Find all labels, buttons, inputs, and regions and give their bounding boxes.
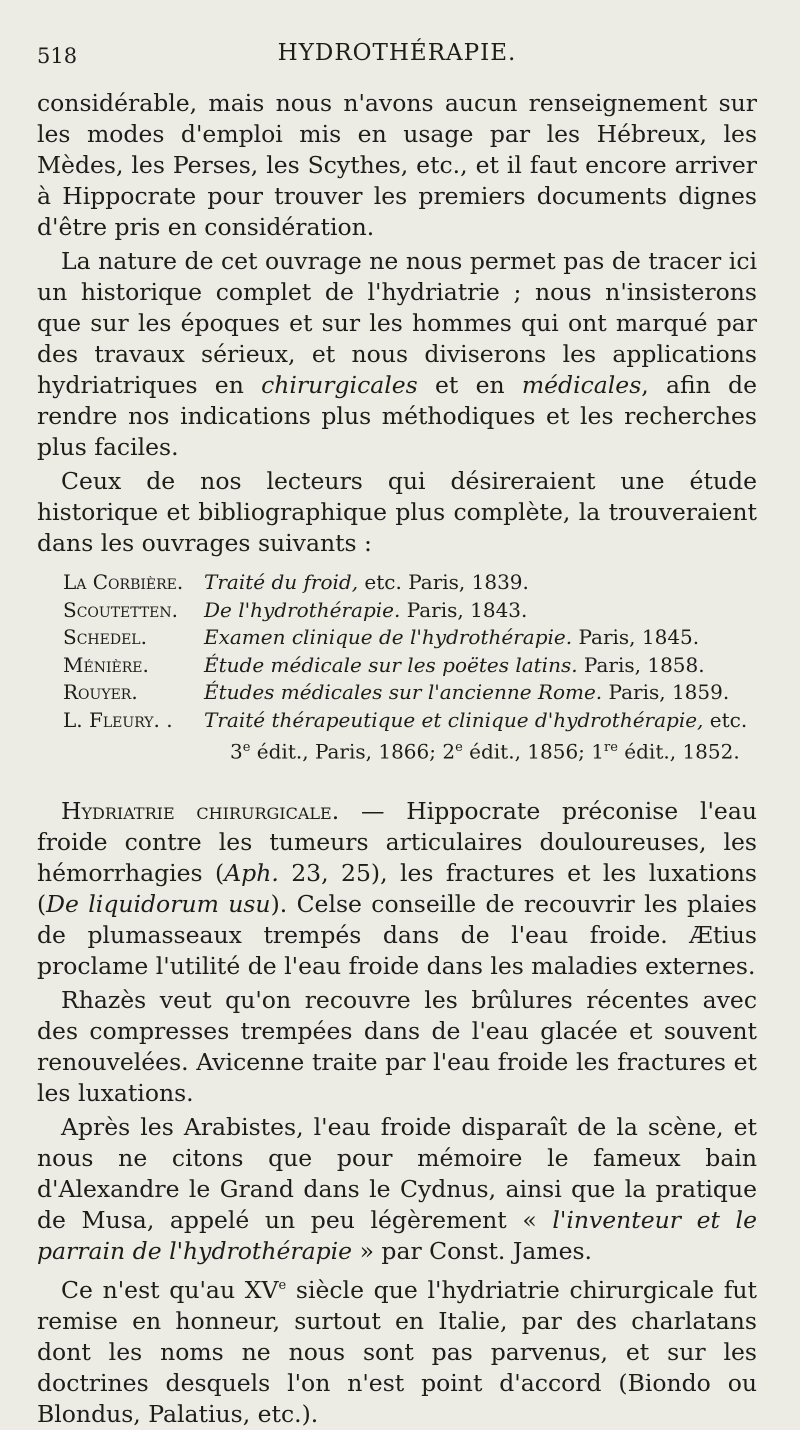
bib-author: La Corbière. [63,570,184,594]
paragraph-7 [37,1270,757,1430]
italic-term: médicales [521,371,642,399]
edition-details: édit., 1856; 1 [462,739,605,764]
edition-number: 3 [230,739,243,764]
italic-ref: Aph. [224,859,279,888]
bibliography-continuation [63,734,757,766]
bibliography-entry [63,597,757,625]
ordinal-suffix: e [242,740,251,755]
edition-details: édit., 1852. [617,739,740,764]
paragraph-7-part: siècle que l'hydriatrie chirurgicale fut remise en honneur, surtout en Italie, par des charlatans dont les noms ne nous sont pas parvenus, et sur les doctrines desquels l'on n'est point d'accord (Biondo ou Blondus, Palatius, etc.). [37,1275,758,1428]
bib-author: Schedel. [63,625,147,649]
bibliography-entry [63,569,757,597]
bib-title: Étude médicale sur les poëtes latins. [204,652,578,677]
bib-details: Paris, 1843. [400,597,528,622]
bibliography-entry [63,679,757,707]
body-text [37,88,757,1430]
bib-title: Examen clinique de l'hydrothérapie. [204,625,573,649]
bib-title: Traité thérapeutique et clinique d'hydrothérapie, [204,707,704,732]
ordinal-suffix: re [604,740,618,755]
bib-author: Ménière. [63,652,149,677]
bib-details: etc. Paris, 1839. [358,570,529,594]
italic-quote: l'inventeur et le parrain de l'hydrothérapie [37,1206,757,1266]
paragraph-2 [37,246,757,463]
edition-details: édit., Paris, 1866; 2 [250,739,456,764]
paragraph-3: Ceux de nos lecteurs qui désireraient une étude historique et bibliographique plus complète, la trouveraient dans les ouvrages suivants : [37,467,757,557]
paragraph-6-part: » par Const. James. [352,1237,593,1266]
bib-details: Paris, 1858. [577,652,705,677]
page-header [37,38,757,78]
bib-title: Études médicales sur l'ancienne Rome. [204,680,603,704]
ordinal-suffix: e [278,1278,287,1294]
paragraph-2-part: et en [417,371,522,399]
paragraph-2-part: La nature de cet ouvrage ne nous permet pas de tracer ici un historique complet de l'hydriatrie ; nous n'insisterons que sur les époques et sur les hommes qui ont marqué par des travaux sérieux, et nous diviserons les applications hydriatriques en [37,247,757,399]
paragraph-4-part: — Hippocrate préconise l'eau froide contre les tumeurs articulaires douloureuses, les hémorrhagies ( [37,797,757,888]
paragraph-4 [37,796,757,982]
bibliography-entry [63,652,757,680]
paragraph-4-part: 23, 25), les fractures et les luxations ( [37,859,757,919]
bib-author: Scoutetten. [63,597,179,622]
paragraph-6 [37,1112,757,1267]
bibliography-entry [63,707,757,735]
bib-title: Traité du froid, [204,570,359,594]
paragraph-7-part: Ce n'est qu'au XV [61,1275,279,1304]
bibliography-list [37,569,757,766]
section-heading: Hydriatrie chirurgicale. [61,797,340,826]
running-title: HYDROTHÉRAPIE. [277,40,517,66]
bib-author: Rouyer. [63,680,138,704]
bibliography-entry [63,624,757,652]
page-number: 518 [37,44,78,68]
ordinal-suffix: e [455,740,463,755]
bib-details: etc. [703,707,748,732]
paragraph-6-part: Après les Arabistes, l'eau froide disparaît de la scène, et nous ne citons que pour mémoire le fameux bain d'Alexandre le Grand dans le Cydnus, ainsi que la pratique de Musa, appelé un peu légèrement « [37,1113,757,1235]
italic-ref: De liquidorum usu [46,890,271,919]
paragraph-4-part: ). Celse conseille de recouvrir les plaies de plumasseaux trempés dans de l'eau froide. Ætius proclame l'utilité de l'eau froide dans les maladies externes. [37,890,757,981]
bib-details: Paris, 1859. [602,680,730,704]
bib-title: De l'hydrothérapie. [204,597,401,622]
italic-term: chirurgicales [261,371,418,399]
paragraph-2-part: , afin de rendre nos indications plus méthodiques et les recherches plus faciles. [37,371,757,461]
paragraph-1: considérable, mais nous n'avons aucun renseignement sur les modes d'emploi mis en usage par les Hébreux, les Mèdes, les Perses, les Scythes, etc., et il faut encore arriver à Hippocrate pour trouver les premiers documents dignes d'être pris en considération. [37,89,757,241]
paragraph-5: Rhazès veut qu'on recouvre les brûlures récentes avec des compresses trempées dans de l'eau glacée et souvent renouvelées. Avicenne traite par l'eau froide les fractures et les luxations. [37,986,757,1108]
bib-author: L. Fleury. . [63,707,173,732]
bib-details: Paris, 1845. [572,625,700,649]
